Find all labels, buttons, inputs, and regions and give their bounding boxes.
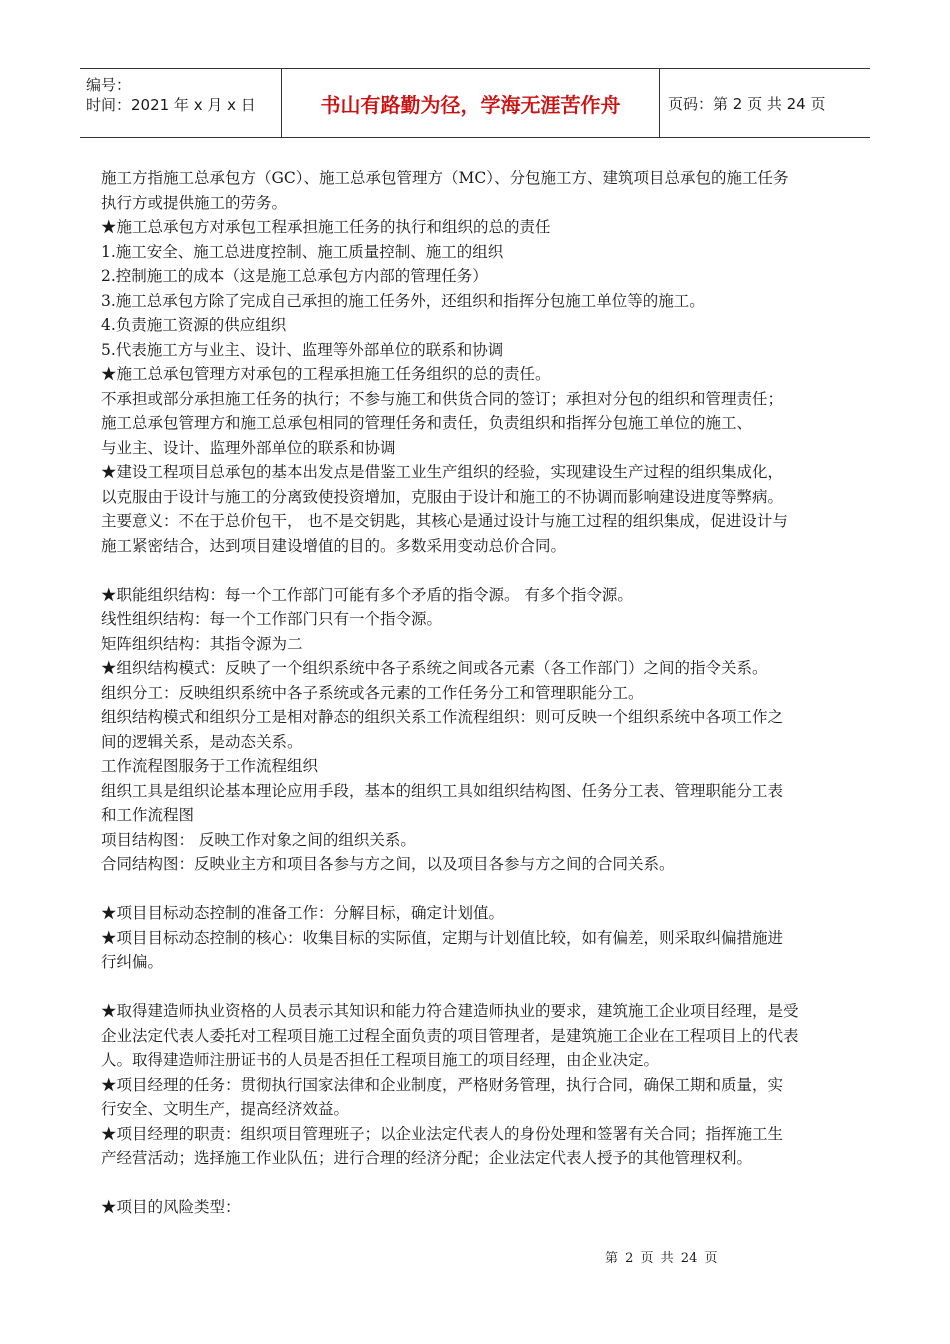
text-line: 产经营活动；选择施工作业队伍；进行合理的经济分配；企业法定代表人授予的其他管理权利。: [101, 1149, 753, 1167]
text-line: ★施工总承包管理方对承包的工程承担施工任务组织的总的责任。: [101, 365, 551, 383]
text-line: 与业主、设计、监理外部单位的联系和协调: [101, 438, 396, 457]
text-line: ★取得建造师执业资格的人员表示其知识和能力符合建造师执业的要求，建筑施工企业项目经理，是受: [101, 1002, 799, 1020]
text-line: ★建设工程项目总承包的基本出发点是借鉴工业生产组织的经验，实现建设生产过程的组织集成化，: [101, 463, 784, 481]
text-line: ★项目经理的任务：贯彻执行国家法律和企业制度，严格财务管理，执行合同，确保工期和质量，实: [101, 1075, 784, 1094]
number-label: 编号：: [86, 76, 132, 94]
text-line: 矩阵组织结构：其指令源为二: [101, 634, 303, 653]
text-line: ★施工总承包方对承包工程承担施工任务的执行和组织的总的责任: [101, 218, 551, 236]
text-line: 行安全、文明生产，提高经济效益。: [101, 1100, 350, 1118]
text-line: 施工方指施工总承包方（GC）、施工总承包管理方（MC）、分包施工方、建筑项目总承包的施工任务: [101, 169, 789, 187]
text-line: 施工总承包管理方和施工总承包相同的管理任务和责任，负责组织和指挥分包施工单位的施工、: [101, 414, 753, 432]
text-line: 主要意义：不在于总价包干， 也不是交钥匙，其核心是通过设计与施工过程的组织集成，促进设计与: [101, 512, 788, 530]
text-line: ★职能组织结构：每一个工作部门可能有多个矛盾的指令源。 有多个指令源。: [101, 585, 633, 604]
text-line: 3.施工总承包方除了完成自己承担的施工任务外，还组织和指挥分包施工单位等的施工。: [101, 291, 705, 310]
text-line: 2.控制施工的成本（这是施工总承包方内部的管理任务）: [101, 267, 488, 285]
header-motto: 书山有路勤为径，学海无涯苦作舟: [282, 69, 660, 137]
text-line: 人。取得建造师注册证书的人员是否担任工程项目施工的项目经理，由企业决定。: [101, 1051, 660, 1069]
text-line: ★项目目标动态控制的准备工作：分解目标，确定计划值。: [101, 904, 505, 922]
blank-line: [101, 975, 846, 1000]
blank-line: [101, 877, 846, 902]
text-line: 组织工具是组织论基本理论应用手段，基本的组织工具如组织结构图、任务分工表、管理职能分工表: [101, 781, 784, 800]
text-line: 线性组织结构：每一个工作部门只有一个指令源。: [101, 610, 443, 628]
text-line: 企业法定代表人委托对工程项目施工过程全面负责的项目管理者，是建筑施工企业在工程项目上的代表: [101, 1026, 799, 1045]
text-line: 间的逻辑关系，是动态关系。: [101, 732, 303, 751]
document-body: [101, 166, 846, 1220]
text-line: 和工作流程图: [101, 806, 195, 824]
header-meta: [80, 69, 282, 137]
blank-line: [101, 558, 846, 583]
text-line: 组织分工：反映组织系统中各子系统或各元素的工作任务分工和管理职能分工。: [101, 683, 644, 702]
page-header: [80, 68, 870, 138]
header-page-info: 页码：第 2 页 共 24 页: [668, 94, 826, 113]
text-line: 1.施工安全、施工总进度控制、施工质量控制、施工的组织: [101, 242, 504, 261]
text-line: 执行方或提供施工的劳务。: [101, 193, 288, 212]
text-line: 合同结构图：反映业主方和项目各参与方之间，以及项目各参与方之间的合同关系。: [101, 855, 675, 873]
text-line: 工作流程图服务于工作流程组织: [101, 757, 319, 775]
text-line: 5.代表施工方与业主、设计、监理等外部单位的联系和协调: [101, 340, 504, 359]
text-line: 4.负责施工资源的供应组织: [101, 316, 287, 334]
time-label: 时间：2021 年 x 月 x 日: [86, 96, 256, 114]
text-line: ★组织结构模式：反映了一个组织系统中各子系统之间或各元素（各工作部门）之间的指令关系。: [101, 659, 768, 677]
text-line: ★项目的风险类型：: [101, 1198, 241, 1216]
blank-line: [101, 1171, 846, 1196]
text-line: ★项目目标动态控制的核心：收集目标的实际值，定期与计划值比较，如有偏差，则采取纠偏措施进: [101, 928, 784, 947]
text-line: 组织结构模式和组织分工是相对静态的组织关系工作流程组织：则可反映一个组织系统中各项工作之: [101, 708, 784, 726]
text-line: 以克服由于设计与施工的分离致使投资增加，克服由于设计和施工的不协调而影响建设进度等弊病。: [101, 487, 784, 506]
text-line: 不承担或部分承担施工任务的执行；不参与施工和供货合同的签订；承担对分包的组织和管理责任；: [101, 389, 784, 408]
text-line: 施工紧密结合，达到项目建设增值的目的。多数采用变动总价合同。: [101, 536, 567, 555]
text-line: 行纠偏。: [101, 953, 164, 971]
text-line: 项目结构图： 反映工作对象之间的组织关系。: [101, 830, 416, 849]
text-line: ★项目经理的职责：组织项目管理班子；以企业法定代表人的身份处理和签署有关合同；指挥施工生: [101, 1124, 784, 1143]
page-footer: 第 2 页 共 24 页: [605, 1251, 718, 1266]
